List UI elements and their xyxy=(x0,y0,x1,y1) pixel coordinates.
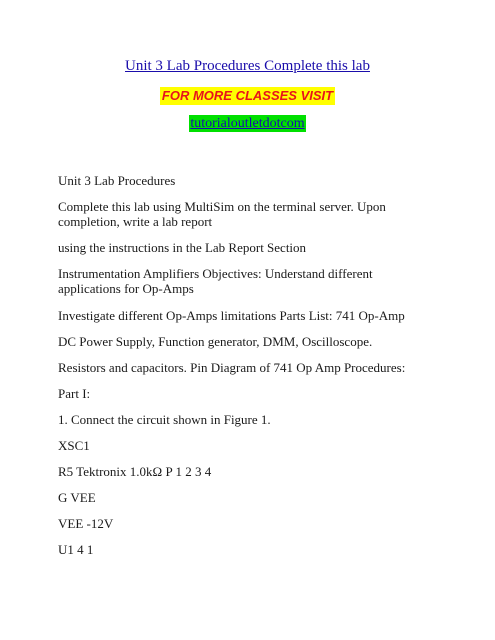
paragraph-resistors: Resistors and capacitors. Pin Diagram of 741 Op Amp Procedures: xyxy=(58,360,406,375)
site-link[interactable]: tutorialoutletdotcom xyxy=(190,116,305,131)
paragraph-xsc1: XSC1 xyxy=(58,438,90,453)
promo-text: FOR MORE CLASSES VISIT xyxy=(161,88,334,103)
paragraph-u1: U1 4 1 xyxy=(58,542,94,557)
paragraph-step-one: 1. Connect the circuit shown in Figure 1. xyxy=(58,412,271,427)
title-link[interactable]: Unit 3 Lab Procedures Complete this lab xyxy=(125,58,370,74)
paragraph-objectives: Instrumentation Amplifiers Objectives: Understand different applications for Op-Amps xyxy=(58,266,373,296)
site-link-container xyxy=(0,114,495,132)
paragraph-vee: VEE -12V xyxy=(58,516,114,531)
paragraph-complete-lab: Complete this lab using MultiSim on the terminal server. Upon completion, write a lab report xyxy=(58,199,386,229)
paragraph-part-one: Part I: xyxy=(58,386,91,401)
paragraph-r5: R5 Tektronix 1.0kΩ P 1 2 3 4 xyxy=(58,464,212,479)
promo-banner xyxy=(0,87,495,105)
paragraph-g-vee: G VEE xyxy=(58,490,96,505)
paragraph-equipment: DC Power Supply, Function generator, DMM, Oscilloscope. xyxy=(58,334,373,349)
paragraph-unit-title: Unit 3 Lab Procedures xyxy=(58,173,176,188)
paragraph-parts-list: Investigate different Op-Amps limitations Parts List: 741 Op-Amp xyxy=(58,308,405,323)
paragraph-instructions: using the instructions in the Lab Report Section xyxy=(58,240,307,255)
